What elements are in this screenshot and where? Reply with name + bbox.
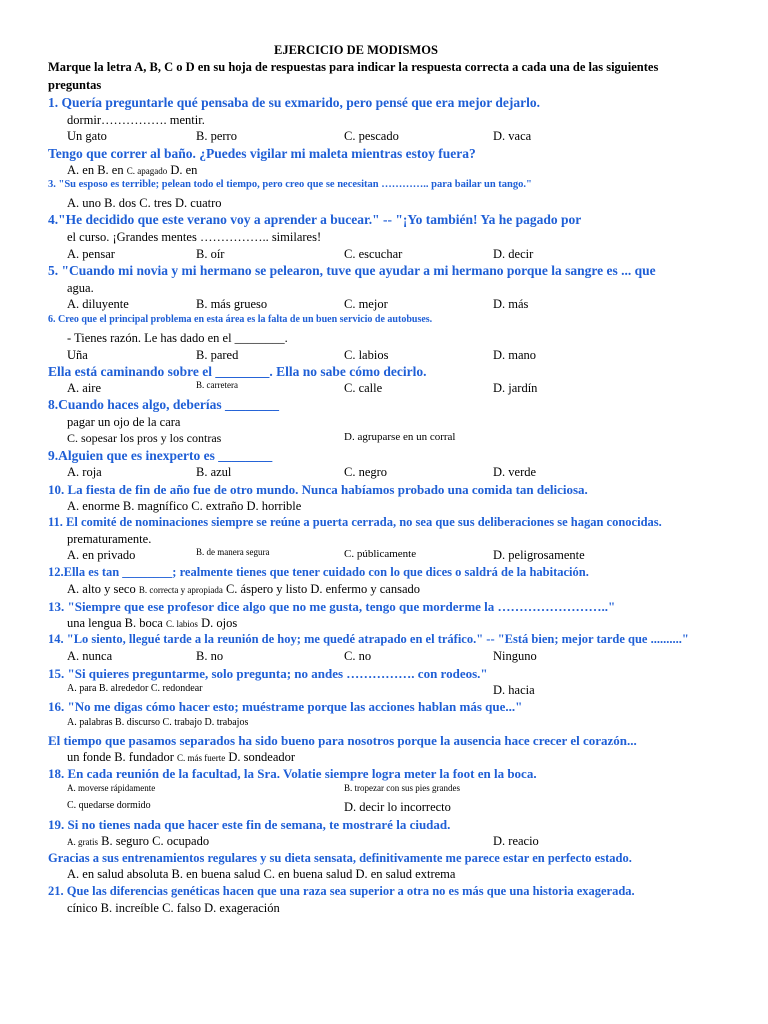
option: C. públicamente	[344, 548, 417, 560]
question-20-options: A. en salud absoluta B. en buena salud C. en buena salud D. en salud extrema	[67, 867, 456, 881]
option: D. hacia	[493, 683, 535, 697]
question-10-options: A. enorme B. magnífico C. extraño D. horrible	[67, 499, 302, 513]
question-16: 16. "No me digas cómo hacer esto; muéstrame porque las acciones hablan más que..."	[48, 699, 523, 714]
question-19: 19. Si no tienes nada que hacer este fin de semana, te mostraré la ciudad.	[48, 817, 451, 832]
question-20: Gracias a sus entrenamientos regulares y su dieta sensata, definitivamente me parece estar en perfecto estado.	[48, 851, 632, 865]
option: B. perro	[196, 129, 237, 143]
option: B. seguro C. ocupado	[101, 834, 210, 848]
question-3-options: A. uno B. dos C. tres D. cuatro	[67, 196, 222, 210]
option: B. correcta y apropiada	[138, 585, 223, 595]
option: C. sopesar los pros y los contras	[67, 431, 222, 445]
option: B. de manera segura	[196, 547, 270, 557]
option: A. aire	[67, 381, 102, 395]
option: C. pescado	[344, 129, 399, 143]
question-6: 6. Creo que el principal problema en esta área es la falta de un buen servicio de autobuses.	[48, 314, 433, 325]
question-6-cont: - Tienes razón. Le has dado en el ________.	[67, 331, 288, 345]
question-21: 21. Que las diferencias genéticas hacen que una raza sea superior a otra no es más que una historia exagerada.	[48, 884, 635, 898]
option: C. mejor	[344, 297, 388, 311]
option: D. verde	[493, 465, 537, 479]
question-1-cont: dormir……………. mentir.	[67, 113, 205, 127]
question-4: 4."He decidido que este verano voy a aprender a bucear." -- "¡Yo también! Ya he pagado por	[48, 212, 582, 227]
option: A. en privado	[67, 548, 136, 562]
option: Ninguno	[493, 649, 537, 663]
page-title: EJERCICIO DE MODISMOS	[274, 43, 438, 57]
option: Uña	[67, 348, 88, 362]
option: A. para B. alrededor C. redondear	[67, 683, 203, 694]
question-19-options	[67, 835, 209, 848]
option: D. agruparse en un corral	[344, 431, 456, 443]
option: D. reacio	[493, 834, 539, 848]
option: B. carretera	[196, 380, 238, 390]
option: A. pensar	[67, 247, 115, 261]
question-5: 5. "Cuando mi novia y mi hermano se pelearon, tuve que ayudar a mi hermano porque la sangre es ... que	[48, 263, 656, 278]
instructions: Marque la letra A, B, C o D en su hoja de respuestas para indicar la respuesta correcta a cada una de las siguientes	[48, 60, 659, 74]
instructions-cont: preguntas	[48, 78, 102, 92]
option: D. mano	[493, 348, 537, 362]
option: C. labios	[344, 348, 389, 362]
question-2-options	[67, 164, 197, 177]
option: D. más	[493, 297, 529, 311]
option: A. roja	[67, 465, 102, 479]
option: C. apagado	[126, 166, 168, 176]
option: Un gato	[67, 129, 107, 143]
option: C. labios	[165, 619, 198, 629]
question-14: 14. "Lo siento, llegué tarde a la reunión de hoy; me quedé atrapado en el tráfico." -- "Está bien; mejor tarde que .........."	[48, 632, 689, 646]
question-7: Ella está caminando sobre el ________. Ella no sabe cómo decirlo.	[48, 364, 427, 379]
option: D. ojos	[201, 616, 238, 630]
question-5-cont: agua.	[67, 281, 94, 295]
option: B. azul	[196, 465, 232, 479]
question-8-cont: pagar un ojo de la cara	[67, 415, 181, 429]
option: un fonde B. fundador	[67, 750, 174, 764]
option: B. no	[196, 649, 224, 663]
question-11: 11. El comité de nominaciones siempre se reúne a puerta cerrada, no sea que sus deliberaciones se hagan conocidas.	[48, 515, 662, 529]
question-8: 8.Cuando haces algo, deberías ________	[48, 397, 280, 412]
option: C. más fuerte	[177, 753, 226, 763]
option: D. decir lo incorrecto	[344, 800, 451, 814]
question-13: 13. "Siempre que ese profesor dice algo que no me gusta, tengo que morderme la …………………….."	[48, 599, 616, 614]
option: D. peligrosamente	[493, 548, 585, 562]
question-3: 3. "Su esposo es terrible; pelean todo el tiempo, pero creo que se necesitan ………….. para bailar un tango."	[48, 179, 532, 190]
question-12-options	[67, 583, 420, 596]
option: B. pared	[196, 348, 239, 362]
question-12: 12.Ella es tan ________; realmente tienes que tener cuidado con lo que dices o saldrá de la habitación.	[48, 565, 589, 579]
option: A. nunca	[67, 649, 113, 663]
question-1: 1. Quería preguntarle qué pensaba de su exmarido, pero pensé que era mejor dejarlo.	[48, 95, 540, 110]
option: B. oír	[196, 247, 225, 261]
question-15: 15. "Si quieres preguntarme, solo pregunta; no andes ……………. con rodeos."	[48, 666, 488, 681]
question-4-cont: el curso. ¡Grandes mentes …………….. similares!	[67, 230, 322, 244]
option: B. tropezar con sus pies grandes	[344, 783, 460, 793]
option: A. gratis	[67, 837, 98, 847]
option: A. en B. en	[67, 163, 124, 177]
option: C. áspero y listo D. enfermo y cansado	[225, 582, 421, 596]
option: una lengua B. boca	[67, 616, 163, 630]
option: D. jardín	[493, 381, 538, 395]
option: A. diluyente	[67, 297, 129, 311]
question-16-options: A. palabras B. discurso C. trabajo D. trabajos	[67, 717, 249, 728]
option: A. alto y seco	[67, 582, 136, 596]
option: C. calle	[344, 381, 383, 395]
option: C. escuchar	[344, 247, 403, 261]
option: A. moverse rápidamente	[67, 783, 156, 793]
option: C. quedarse dormido	[67, 800, 151, 811]
option: D. vaca	[493, 129, 532, 143]
question-21-options: cínico B. increíble C. falso D. exageración	[67, 901, 280, 915]
question-17-options	[67, 751, 295, 764]
option: D. en	[170, 163, 198, 177]
option: C. negro	[344, 465, 388, 479]
question-17: El tiempo que pasamos separados ha sido bueno para nosotros porque la ausencia hace crecer el corazón...	[48, 733, 637, 748]
option: D. sondeador	[228, 750, 296, 764]
question-18: 18. En cada reunión de la facultad, la Sra. Volatie siempre logra meter la foot en la boca.	[48, 766, 537, 781]
question-9: 9.Alguien que es inexperto es ________	[48, 448, 273, 463]
option: D. decir	[493, 247, 534, 261]
question-10: 10. La fiesta de fin de año fue de otro mundo. Nunca habíamos probado una comida tan deliciosa.	[48, 482, 588, 497]
question-13-options	[67, 617, 237, 630]
option: C. no	[344, 649, 372, 663]
question-11-cont: prematuramente.	[67, 532, 152, 546]
option: B. más grueso	[196, 297, 268, 311]
question-2: Tengo que correr al baño. ¿Puedes vigilar mi maleta mientras estoy fuera?	[48, 146, 476, 161]
